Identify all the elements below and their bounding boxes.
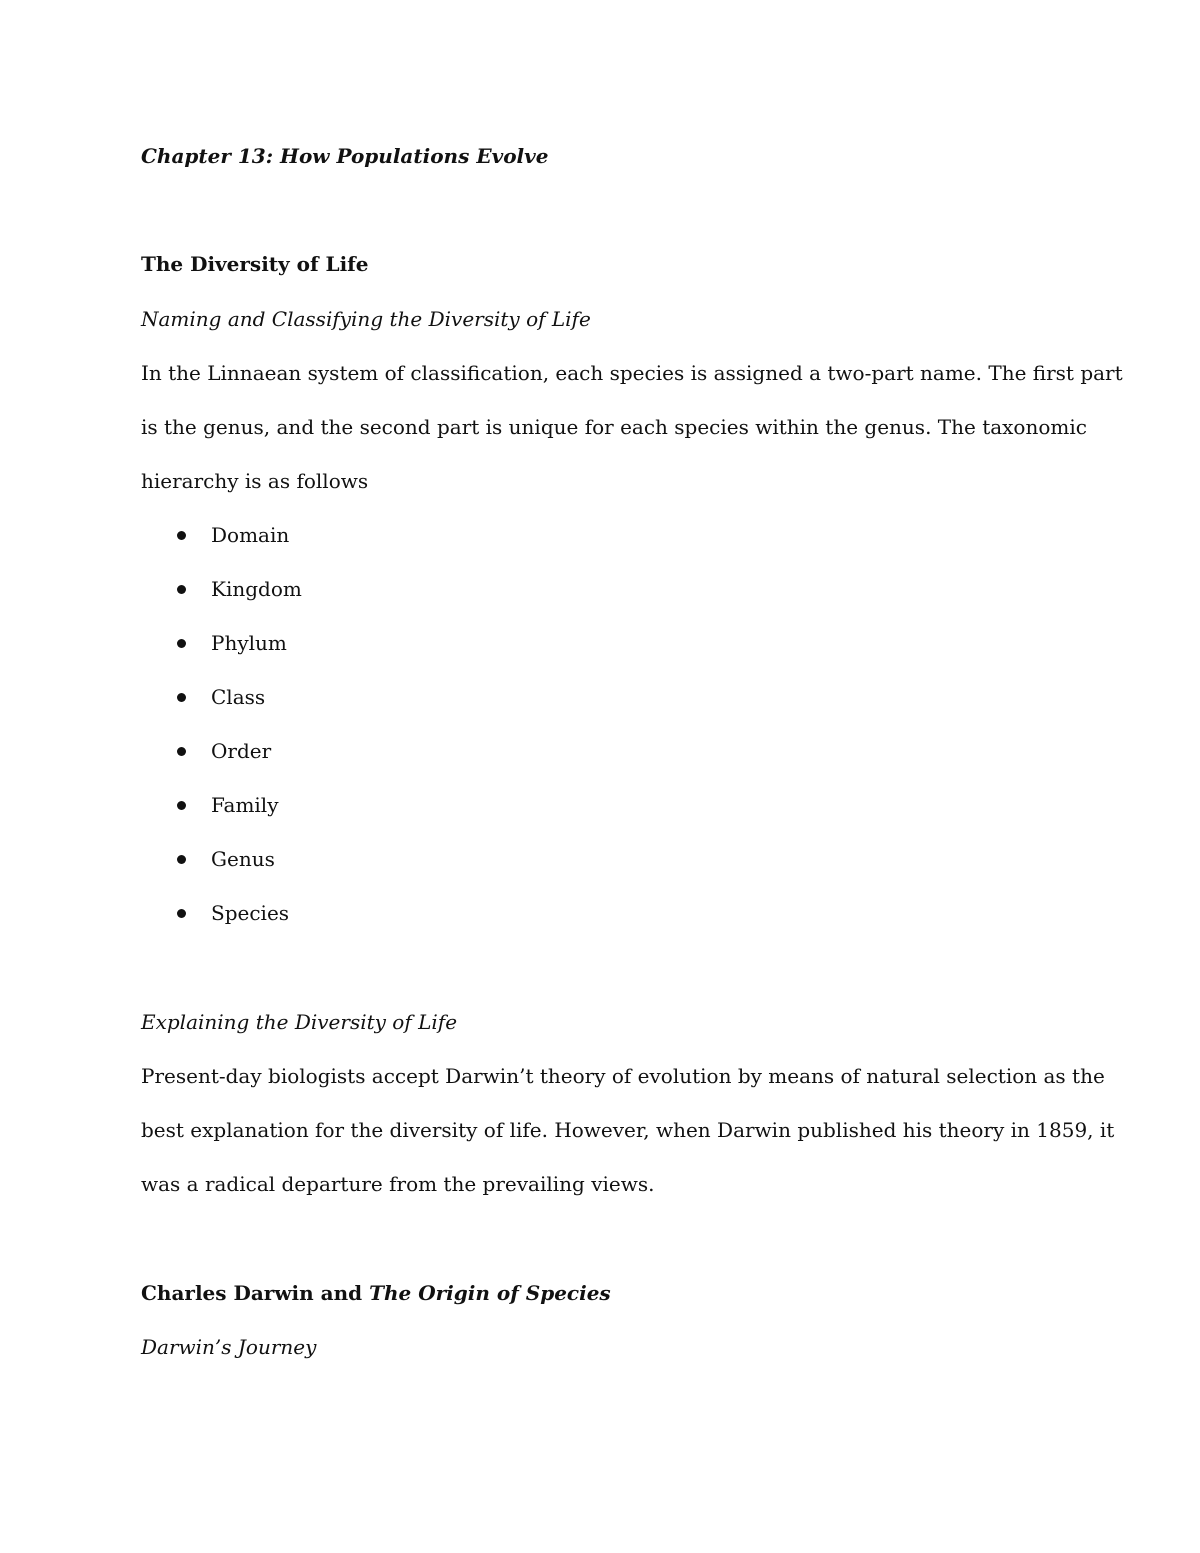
subsection-heading-naming: Naming and Classifying the Diversity of Life — [141, 307, 591, 331]
list-item-text: Phylum — [211, 631, 287, 655]
paragraph-line: Present-day biologists accept Darwin’t theory of evolution by means of natural selection as the — [141, 1064, 1105, 1088]
bullet-icon — [177, 801, 186, 810]
list-item-text: Family — [211, 793, 279, 817]
chapter-title: Chapter 13: How Populations Evolve — [141, 144, 549, 168]
bullet-icon — [177, 585, 186, 594]
bullet-icon — [177, 531, 186, 540]
paragraph-line: best explanation for the diversity of life. However, when Darwin published his theory in 1859, it — [141, 1118, 1115, 1142]
paragraph-line: In the Linnaean system of classification, each species is assigned a two-part name. The first part — [141, 361, 1123, 385]
list-item-text: Order — [211, 739, 272, 763]
subsection-heading-explaining: Explaining the Diversity of Life — [141, 1010, 458, 1034]
list-item-text: Class — [211, 685, 266, 709]
section-heading-book-title: The Origin of Species — [369, 1281, 611, 1305]
bullet-icon — [177, 693, 186, 702]
paragraph-line: is the genus, and the second part is unique for each species within the genus. The taxonomic — [141, 415, 1087, 439]
subsection-heading-journey: Darwin’s Journey — [141, 1335, 317, 1359]
section-heading-diversity: The Diversity of Life — [141, 252, 369, 276]
section-heading-plain: Charles Darwin and — [141, 1281, 370, 1305]
section-heading-darwin — [141, 1280, 611, 1306]
list-item-text: Species — [211, 901, 290, 925]
list-item-text: Domain — [211, 523, 290, 547]
list-item-text: Genus — [211, 847, 275, 871]
bullet-icon — [177, 909, 186, 918]
paragraph-line: hierarchy is as follows — [141, 469, 369, 493]
bullet-icon — [177, 855, 186, 864]
paragraph-line: was a radical departure from the prevailing views. — [141, 1172, 655, 1196]
list-item-text: Kingdom — [211, 577, 302, 601]
bullet-icon — [177, 639, 186, 648]
bullet-icon — [177, 747, 186, 756]
